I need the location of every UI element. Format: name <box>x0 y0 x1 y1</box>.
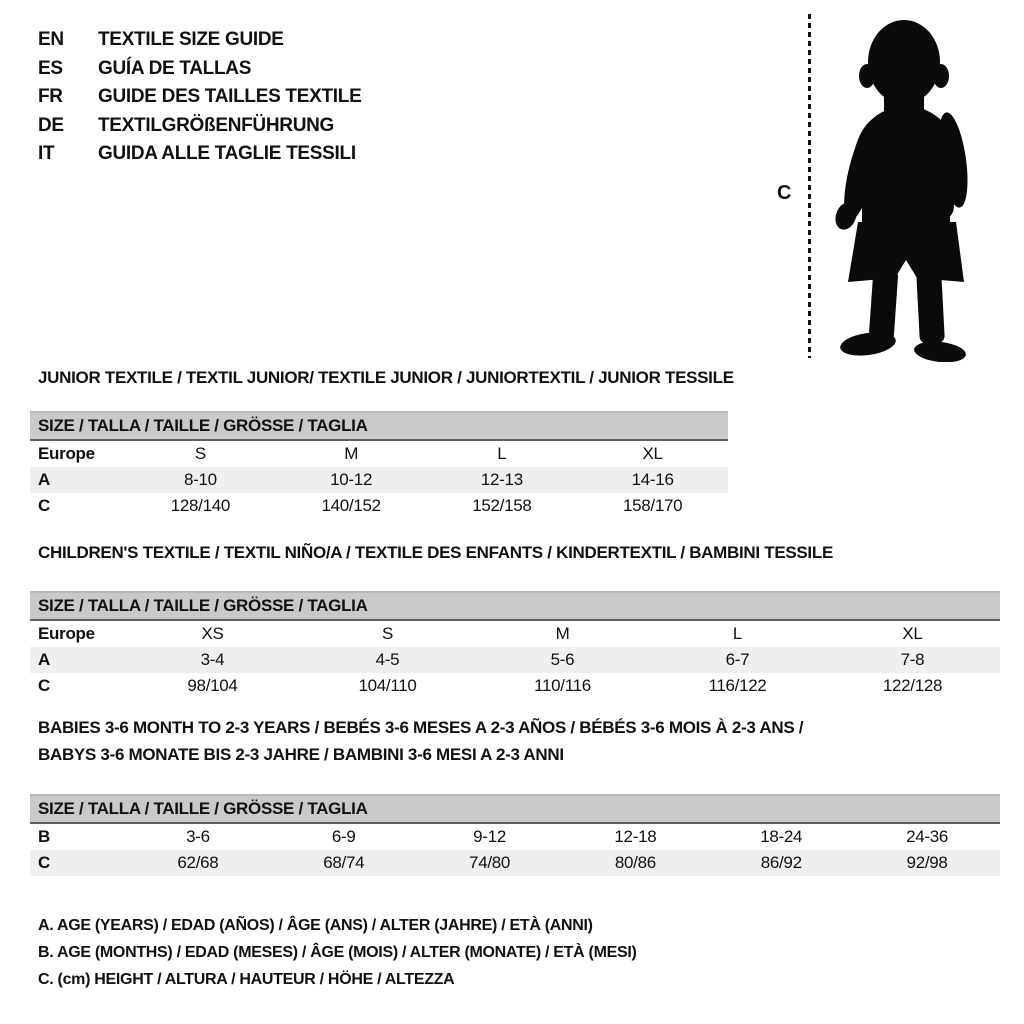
row-label: C <box>38 496 50 515</box>
babies-size-table <box>30 794 1000 876</box>
height-cell: 98/104 <box>187 676 238 695</box>
row-label: C <box>38 676 50 695</box>
size-cell: M <box>555 624 570 643</box>
row-label: C <box>38 853 50 872</box>
age-cell: 14-16 <box>631 470 674 489</box>
table-row <box>30 647 1000 673</box>
age-cell: 3-4 <box>200 650 225 669</box>
legend-line-a: A. AGE (YEARS) / EDAD (AÑOS) / ÂGE (ANS) / ALTER (JAHRE) / ETÀ (ANNI) <box>38 917 593 934</box>
language-row-en <box>38 26 361 55</box>
language-code: ES <box>38 57 63 79</box>
legend-line-c: C. (cm) HEIGHT / ALTURA / HAUTEUR / HÖHE / ALTEZZA <box>38 971 455 988</box>
months-cell: 6-9 <box>331 827 356 846</box>
language-title: TEXTILE SIZE GUIDE <box>98 29 284 50</box>
language-row-it <box>38 140 361 169</box>
height-cell: 80/86 <box>614 853 656 872</box>
months-cell: 3-6 <box>186 827 210 846</box>
language-title-list <box>38 26 361 169</box>
babies-section-title-line2: BABYS 3-6 MONATE BIS 2-3 JAHRE / BAMBINI 3-6 MESI A 2-3 ANNI <box>38 745 564 764</box>
size-header-bar: SIZE / TALLA / TAILLE / GRÖSSE / TAGLIA <box>30 592 1000 620</box>
size-cell: M <box>344 444 359 463</box>
age-cell: 4-5 <box>375 650 400 669</box>
size-header-bar: SIZE / TALLA / TAILLE / GRÖSSE / TAGLIA <box>30 795 1000 823</box>
size-header-bar: SIZE / TALLA / TAILLE / GRÖSSE / TAGLIA <box>30 412 728 440</box>
language-title: GUIDA ALLE TAGLIE TESSILI <box>98 143 356 165</box>
age-cell: 5-6 <box>550 650 575 669</box>
language-row-es <box>38 55 361 84</box>
row-label: Europe <box>38 624 95 643</box>
age-cell: 7-8 <box>900 650 925 669</box>
size-cell: XS <box>201 624 224 643</box>
language-code: FR <box>38 86 63 108</box>
toddler-silhouette-icon <box>816 10 1002 362</box>
height-cell: 140/152 <box>321 496 381 515</box>
language-title: GUIDE DES TAILLES TEXTILE <box>98 86 362 108</box>
months-cell: 18-24 <box>760 827 803 846</box>
height-cell: 110/116 <box>534 676 591 695</box>
height-cell: 152/158 <box>472 496 532 515</box>
language-title: GUÍA DE TALLAS <box>98 57 252 79</box>
legend-line-b: B. AGE (MONTHS) / EDAD (MESES) / ÂGE (MOIS) / ALTER (MONATE) / ETÀ (MESI) <box>38 944 637 961</box>
language-row-de <box>38 112 361 141</box>
children-section-title: CHILDREN'S TEXTILE / TEXTIL NIÑO/A / TEXTILE DES ENFANTS / KINDERTEXTIL / BAMBINI TESSILE <box>38 543 833 562</box>
language-code: IT <box>38 143 55 165</box>
row-label: A <box>38 650 50 669</box>
months-cell: 12-18 <box>614 827 657 846</box>
row-label: Europe <box>38 444 95 463</box>
height-cell: 92/98 <box>906 853 948 872</box>
row-label: A <box>38 470 50 489</box>
size-cell: XL <box>642 444 663 463</box>
age-cell: 10-12 <box>330 470 373 489</box>
language-code: EN <box>38 29 64 50</box>
size-cell: L <box>732 624 743 643</box>
age-cell: 6-7 <box>725 650 750 669</box>
height-cell: 104/110 <box>358 676 417 695</box>
height-cell: 62/68 <box>177 853 219 872</box>
age-cell: 8-10 <box>183 470 217 489</box>
height-measure-label: C <box>777 182 792 204</box>
height-cell: 68/74 <box>323 853 365 872</box>
legend <box>38 912 637 993</box>
height-cell: 158/170 <box>622 496 683 515</box>
language-title: TEXTILGRÖßENFÜHRUNG <box>98 114 335 136</box>
language-row-fr <box>38 83 361 112</box>
height-cell: 122/128 <box>882 676 943 695</box>
size-cell: S <box>194 444 206 463</box>
babies-section-title-line1: BABIES 3-6 MONTH TO 2-3 YEARS / BEBÉS 3-6 MESES A 2-3 AÑOS / BÉBÉS 3-6 MOIS À 2-3 ANS / <box>38 718 804 737</box>
row-label: B <box>38 827 50 846</box>
children-size-table <box>30 591 1000 699</box>
table-row <box>30 850 1000 876</box>
language-code: DE <box>38 114 64 136</box>
table-row <box>30 673 1000 699</box>
size-cell: L <box>497 444 507 463</box>
table-row <box>30 440 728 467</box>
height-measure-dotted-line <box>808 14 811 358</box>
table-row <box>30 467 728 493</box>
height-cell: 74/80 <box>469 853 511 872</box>
junior-section-title: JUNIOR TEXTILE / TEXTIL JUNIOR/ TEXTILE JUNIOR / JUNIORTEXTIL / JUNIOR TESSILE <box>38 368 734 387</box>
months-cell: 9-12 <box>473 827 506 846</box>
size-cell: XL <box>902 624 923 643</box>
height-cell: 128/140 <box>170 496 231 515</box>
height-cell: 86/92 <box>760 853 802 872</box>
size-cell: S <box>381 624 394 643</box>
age-cell: 12-13 <box>480 470 523 489</box>
table-row <box>30 823 1000 850</box>
junior-size-table <box>30 411 728 519</box>
table-row <box>30 493 728 519</box>
table-row <box>30 620 1000 647</box>
height-cell: 116/122 <box>708 676 767 695</box>
months-cell: 24-36 <box>906 827 949 846</box>
